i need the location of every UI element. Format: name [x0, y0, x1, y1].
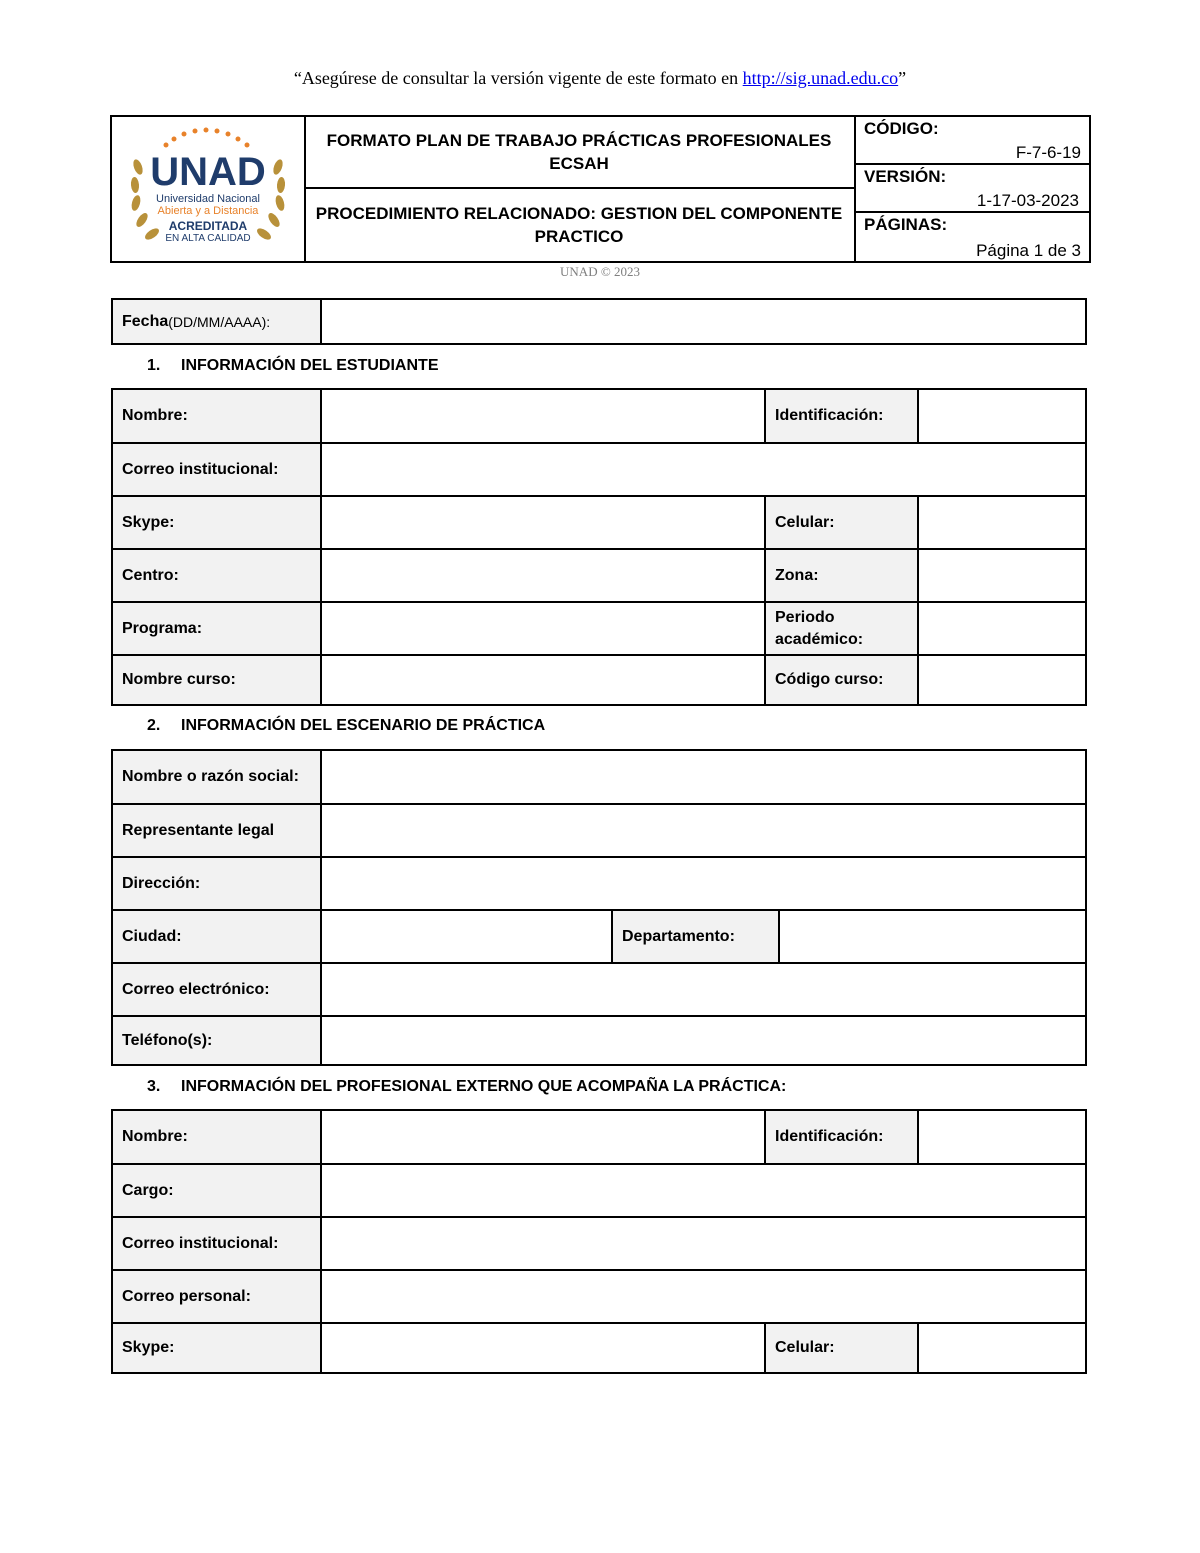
pages-label: PÁGINAS: [864, 215, 948, 234]
table-row [113, 654, 1085, 704]
student-phone-input[interactable] [917, 497, 1085, 548]
section-2-heading: 2. INFORMACIÓN DEL ESCENARIO DE PRÁCTICA [147, 717, 546, 734]
legal-rep-label: Representante legal [113, 805, 320, 856]
pages-value: Página 1 de 3 [976, 241, 1081, 260]
table-row [113, 751, 1085, 803]
copyright: UNAD © 2023 [560, 264, 640, 279]
header-meta [856, 117, 1089, 261]
site-email-input[interactable] [320, 964, 1085, 1015]
professional-personal-email-label: Correo personal: [113, 1271, 320, 1322]
svg-text:Abierta y a Distancia: Abierta y a Distancia [157, 205, 259, 217]
address-label: Dirección: [113, 858, 320, 909]
site-phone-input[interactable] [320, 1017, 1085, 1064]
svg-text:Universidad Nacional: Universidad Nacional [156, 193, 260, 205]
professional-personal-email-input[interactable] [320, 1271, 1085, 1322]
professional-phone-label: Celular: [764, 1324, 918, 1372]
code-value: F-7-6-19 [1015, 143, 1081, 162]
student-period-label: Periodo académico: [764, 603, 918, 654]
student-name-label: Nombre: [113, 390, 320, 442]
student-zone-input[interactable] [917, 550, 1085, 601]
svg-text:ACREDITADA: ACREDITADA [168, 219, 248, 233]
professional-name-input[interactable] [320, 1111, 766, 1163]
logo-cell [112, 117, 306, 261]
table-row [113, 442, 1085, 495]
header-titles [304, 117, 856, 261]
student-center-label: Centro: [113, 550, 320, 601]
version-value: 1-17-03-2023 [976, 191, 1079, 210]
site-phone-label: Teléfono(s): [113, 1017, 320, 1064]
table-row [113, 856, 1085, 909]
unad-logo-icon [128, 127, 288, 251]
table-row [113, 909, 1085, 962]
professional-skype-input[interactable] [320, 1324, 766, 1372]
date-row [113, 300, 1085, 343]
student-email-label: Correo institucional: [113, 444, 320, 495]
professional-id-label: Identificación: [764, 1111, 918, 1163]
professional-inst-email-label: Correo institucional: [113, 1218, 320, 1269]
student-skype-input[interactable] [320, 497, 766, 548]
student-period-input[interactable] [917, 603, 1085, 654]
code-cell [856, 117, 1089, 165]
student-center-input[interactable] [320, 550, 766, 601]
professional-phone-input[interactable] [917, 1324, 1085, 1372]
code-label: CÓDIGO: [864, 119, 939, 138]
section-1-heading: 1. INFORMACIÓN DEL ESTUDIANTE [147, 357, 439, 374]
table-row [113, 601, 1085, 654]
date-input[interactable] [320, 300, 1085, 343]
professional-name-label: Nombre: [113, 1111, 320, 1163]
table-row [113, 548, 1085, 601]
table-row [113, 495, 1085, 548]
course-code-input[interactable] [917, 656, 1085, 704]
student-name-input[interactable] [320, 390, 766, 442]
professional-role-input[interactable] [320, 1165, 1085, 1216]
student-id-input[interactable] [917, 390, 1085, 442]
version-cell [856, 165, 1089, 213]
version-label: VERSIÓN: [864, 167, 947, 186]
student-email-input[interactable] [320, 444, 1085, 495]
practice-site-table [111, 749, 1087, 1066]
professional-skype-label: Skype: [113, 1324, 320, 1372]
table-row [113, 1216, 1085, 1269]
course-name-label: Nombre curso: [113, 656, 320, 704]
table-row [113, 1163, 1085, 1216]
address-input[interactable] [320, 858, 1085, 909]
student-skype-label: Skype: [113, 497, 320, 548]
svg-text:EN ALTA CALIDAD: EN ALTA CALIDAD [165, 233, 251, 244]
svg-text:UNAD: UNAD [150, 150, 266, 194]
table-row [113, 1111, 1085, 1163]
table-row [113, 390, 1085, 442]
course-name-input[interactable] [320, 656, 766, 704]
student-phone-label: Celular: [764, 497, 918, 548]
course-code-label: Código curso: [764, 656, 918, 704]
department-input[interactable] [778, 911, 1085, 962]
company-name-label: Nombre o razón social: [113, 751, 320, 803]
legal-rep-input[interactable] [320, 805, 1085, 856]
form-title: FORMATO PLAN DE TRABAJO PRÁCTICAS PROFESIONALES ECSAH [304, 117, 854, 189]
external-professional-table [111, 1109, 1087, 1374]
city-label: Ciudad: [113, 911, 320, 962]
document-header [110, 115, 1091, 263]
city-input[interactable] [320, 911, 613, 962]
table-row [113, 803, 1085, 856]
student-zone-label: Zona: [764, 550, 918, 601]
sig-link[interactable]: http://sig.unad.edu.co [742, 68, 899, 88]
company-name-input[interactable] [320, 751, 1085, 803]
professional-id-input[interactable] [917, 1111, 1085, 1163]
date-label: Fecha (DD/MM/AAAA): [113, 300, 320, 343]
student-id-label: Identificación: [764, 390, 918, 442]
procedure-title: PROCEDIMIENTO RELACIONADO: GESTION DEL COMPONENTE PRACTICO [315, 204, 843, 246]
table-row [113, 1322, 1085, 1372]
student-program-input[interactable] [320, 603, 766, 654]
date-table [111, 298, 1087, 345]
department-label: Departamento: [611, 911, 779, 962]
site-email-label: Correo electrónico: [113, 964, 320, 1015]
table-row [113, 962, 1085, 1015]
table-row [113, 1269, 1085, 1322]
professional-role-label: Cargo: [113, 1165, 320, 1216]
professional-inst-email-input[interactable] [320, 1218, 1085, 1269]
pages-cell [856, 213, 1089, 261]
section-3-heading: 3. INFORMACIÓN DEL PROFESIONAL EXTERNO QUE ACOMPAÑA LA PRÁCTICA: [147, 1078, 787, 1095]
student-table [111, 388, 1087, 706]
table-row [113, 1015, 1085, 1064]
version-notice: “Asegúrese de consultar la versión vigente de este formato en http://sig.unad.edu.co” [293, 68, 907, 88]
student-program-label: Programa: [113, 603, 320, 654]
